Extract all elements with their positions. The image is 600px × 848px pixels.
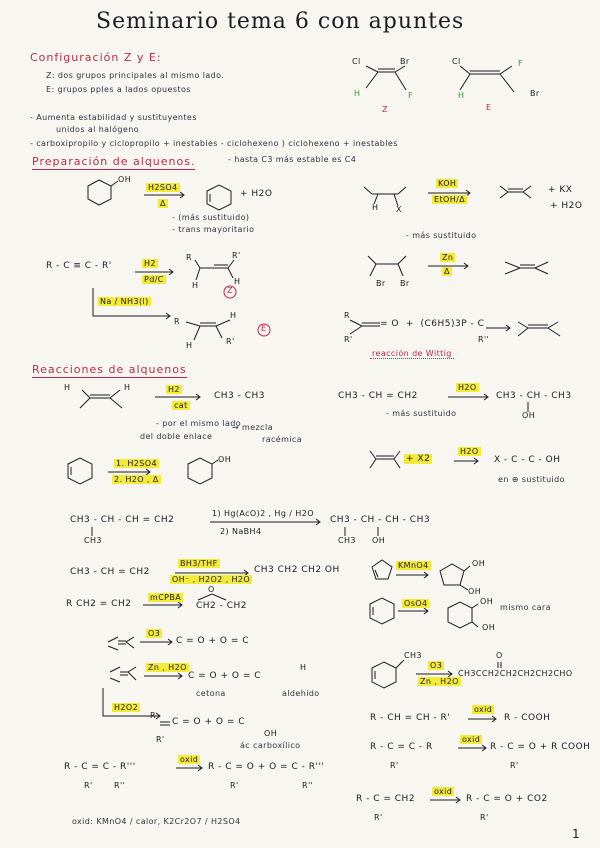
react-r3-oh: OH	[218, 455, 232, 464]
prep-r2-reagent: KOH	[438, 179, 457, 188]
react-r1-note3: → mezcla	[232, 423, 273, 432]
prep-r4-zn: Zn	[442, 253, 454, 262]
react-r15-reagent: oxid	[180, 755, 199, 764]
methylcyclohexene-ring	[372, 662, 396, 688]
react-r12-reagent: Zn , H2O	[148, 663, 187, 672]
prep-r1-oh: OH	[118, 175, 132, 184]
e-mol-br: Br	[530, 89, 540, 98]
prep-r2-solvent: EtOH/Δ	[434, 195, 466, 204]
cyclohexene-ring-2	[68, 458, 92, 484]
react-r13-r: R	[150, 711, 156, 720]
react-r1-h2: H	[124, 383, 131, 392]
react-r5-reagent2: 2) NaBH4	[220, 527, 262, 536]
z-definition: Z: dos grupos principales al mismo lado.	[46, 71, 225, 80]
react-r2-note: - más sustituido	[386, 409, 457, 418]
prep-r3b-h2: H	[186, 341, 193, 350]
z-mol-tl: Cl	[352, 57, 361, 66]
prep-heading: Preparación de alquenos.	[32, 155, 196, 168]
react-r10-reagent: O3	[148, 629, 161, 638]
react-r15-psub2: R''	[302, 781, 314, 790]
react-r13-reagent: H2O2	[114, 703, 139, 712]
prep-r5-reagent: = O + (C6H5)3P - C	[380, 319, 485, 329]
config-heading: Configuración Z y E:	[30, 51, 162, 64]
prep-r1-note1: - (más sustituido)	[172, 213, 250, 222]
e-mol-bl: H	[458, 91, 465, 100]
react-r17-reagent: oxid	[434, 787, 453, 796]
react-r13-oh: OH	[264, 729, 278, 738]
prep-r3-z: Z	[227, 286, 233, 295]
react-r5-product: CH3 - CH - CH - CH3	[330, 515, 431, 525]
react-r16-arrow	[458, 745, 486, 751]
react-r5-reagent1: 1) Hg(AcO)2 , Hg / H2O	[212, 509, 314, 518]
react-r3-reagent2: 2. H2O , Δ	[114, 475, 159, 484]
cyclohexene-ring-3	[370, 598, 394, 624]
react-r11-o: O	[496, 651, 503, 660]
react-r1-note1: - por el mismo lado	[156, 419, 242, 428]
react-r14-reactant: R - CH = CH - R'	[370, 713, 451, 723]
react-r6-product: CH3 CH2 CH2 OH	[254, 565, 340, 575]
react-r11-reagent2: Zn , H2O	[420, 677, 459, 686]
e-mol-tr: F	[518, 59, 524, 68]
z-molecule-bonds	[366, 66, 406, 90]
react-r6-reactant: CH3 - CH = CH2	[70, 567, 150, 577]
react-r1-reagent: H2	[168, 385, 180, 394]
react-r7-oh2: OH	[468, 587, 482, 596]
react-r7-oh1: OH	[472, 559, 486, 568]
react-r12-arrow	[144, 673, 182, 679]
cyclohexanol-ring-2	[188, 458, 212, 484]
cyclohexanol-ring	[88, 180, 111, 205]
oxidant-note: oxid: KMnO4 / calor, K2Cr2O7 / H2SO4	[72, 817, 241, 826]
z-mol-bl: H	[354, 89, 361, 98]
prep-r2-note: - más sustituido	[406, 231, 477, 240]
react-r13-r2: R'	[156, 735, 165, 744]
react-r1-arrow	[155, 394, 200, 400]
prep-r4-br2: Br	[400, 279, 410, 288]
react-r15-product: R - C = O + O = C - R'''	[208, 762, 325, 772]
prep-r4-br1: Br	[376, 279, 386, 288]
stability-note: - Aumenta estabilidad y sustituyentes	[30, 113, 197, 122]
react-r15-reactant: R - C = C - R'''	[64, 762, 136, 772]
react-r17-arrow	[430, 797, 460, 803]
react-r4-note: en ⊕ sustituido	[498, 475, 565, 484]
react-r4-water: H2O	[460, 447, 479, 456]
react-r4-arrow	[454, 458, 478, 464]
react-r1-h: H	[64, 383, 71, 392]
react-r10-product: C = O + O = C	[176, 636, 250, 646]
react-r12-product: C = O + O = C	[188, 671, 262, 681]
prep-r5-r2: R''	[478, 335, 490, 344]
stability-note-2: unidos al halógeno	[56, 125, 139, 134]
react-r11-reagent1: O3	[430, 661, 443, 670]
prep-r5-r1: R'	[344, 335, 353, 344]
react-r5-psub1: CH3	[338, 536, 356, 545]
react-r12-aldehyde: aldehído	[282, 689, 320, 698]
react-r13-label: ác carboxílico	[240, 741, 301, 750]
react-r17-sub: R'	[374, 813, 383, 822]
z-mol-br: F	[408, 91, 414, 100]
react-r4-x2: + X2	[406, 454, 431, 464]
react-r8-arrow	[143, 602, 182, 608]
prep-r2-h: H	[372, 203, 379, 212]
react-r9-oh1: OH	[480, 597, 494, 606]
react-r15-sub1: R'	[84, 781, 93, 790]
react-r7-reagent: KMnO4	[398, 561, 429, 570]
react-r10-arrow	[140, 639, 172, 645]
react-r5-psub2: OH	[372, 536, 386, 545]
prep-r1-note2: - trans mayoritario	[172, 225, 255, 234]
e-mol-label: E	[486, 103, 492, 112]
prep-r2-kx: + KX	[548, 185, 573, 195]
react-r15-psub1: R'	[230, 781, 239, 790]
cyclopentanediol-ring	[440, 564, 464, 585]
z-mol-label: Z	[382, 105, 388, 114]
react-r1-note2: del doble enlace	[140, 432, 213, 441]
prep-r4-heat: Δ	[444, 267, 450, 276]
prep-r3-h2: H	[234, 277, 241, 286]
react-r5-ch3: CH3	[84, 536, 102, 545]
react-r2-reactant: CH3 - CH = CH2	[338, 391, 418, 401]
react-r1-note4: racémica	[262, 435, 303, 444]
react-r8-product: CH2 - CH2	[196, 601, 248, 611]
wittig-note: reacción de Wittig	[372, 349, 452, 358]
ring-note: - carboxipropilo y ciclopropilo + inestables - ciclohexeno ) ciclohexeno + inestables	[30, 139, 398, 148]
react-r16-sub: R'	[390, 761, 399, 770]
react-r16-reagent: oxid	[462, 735, 481, 744]
react-r12-ketone: cetona	[196, 689, 226, 698]
react-r17-reactant: R - C = CH2	[356, 794, 416, 804]
react-r4-product: X - C - C - OH	[494, 455, 561, 465]
react-heading: Reacciones de alquenos	[32, 363, 187, 376]
react-r2-oh: OH	[522, 411, 536, 420]
prep-r3b-r: R	[174, 317, 180, 326]
react-r1-cat: cat	[174, 401, 188, 410]
react-r9-reagent: OsO4	[404, 599, 428, 608]
react-r5-reactant: CH3 - CH - CH = CH2	[70, 515, 175, 525]
react-r11-ch3: CH3	[404, 651, 422, 660]
react-r2-reagent: H2O	[458, 383, 477, 392]
prep-r1-water: + H2O	[240, 189, 273, 199]
prep-r3-r2: R'	[232, 251, 241, 260]
react-r7-arrow	[396, 572, 428, 578]
prep-r3-alkyne: R - C ≡ C - R'	[46, 261, 112, 271]
prep-r3b-reagent: Na / NH3(l)	[100, 297, 149, 306]
prep-r1-heat: Δ	[160, 199, 166, 208]
react-r14-reagent: oxid	[474, 705, 493, 714]
react-r9-oh2: OH	[482, 623, 496, 632]
r1-arrow	[144, 192, 184, 198]
react-r2-product: CH3 - CH - CH3	[496, 391, 572, 401]
react-r9-note: mismo cara	[500, 603, 551, 612]
react-r16-psub: R'	[510, 761, 519, 770]
prep-r3-catalyst: Pd/C	[144, 275, 164, 284]
prep-r2-water: + H2O	[550, 201, 583, 211]
prep-r2-x: X	[396, 205, 402, 214]
react-r8-reactant: R CH2 = CH2	[66, 599, 132, 609]
e-molecule-bonds	[460, 66, 514, 92]
e-mol-tl: Cl	[452, 57, 461, 66]
react-r11-product: CH3CCH2CH2CH2CH2CHO	[458, 669, 573, 678]
prep-r1-reagent: H2SO4	[148, 183, 178, 192]
prep-r5-r: R	[344, 311, 350, 320]
prep-r3b-e: E	[261, 324, 267, 333]
react-r13-product: C = O + O = C	[172, 717, 246, 727]
cyclohexene-ring	[207, 185, 231, 210]
prep-r3-r: R	[186, 253, 192, 262]
prep-r3-h: H	[192, 281, 199, 290]
page-number: 1	[572, 827, 580, 841]
cyclopentene-ring	[372, 560, 392, 579]
page-title: Seminario tema 6 con apuntes	[96, 9, 465, 34]
react-r16-reactant: R - C = C - R	[370, 742, 433, 752]
react-r1-product: CH3 - CH3	[214, 391, 266, 401]
react-r8-o: O	[208, 585, 215, 594]
react-r8-reagent: mCPBA	[150, 593, 182, 602]
react-r16-product: R - C = O + R COOH	[490, 742, 591, 752]
react-r3-reagent: 1. H2SO4	[116, 459, 157, 468]
prep-r3-reagent: H2	[144, 259, 156, 268]
r5-arrow	[486, 325, 510, 331]
react-r6-reagent2: OH⁻ , H2O2 , H2O	[172, 575, 251, 584]
react-r9-arrow	[398, 608, 428, 614]
prep-r3b-r2: R'	[226, 337, 235, 346]
react-r5-arrow	[210, 519, 320, 525]
react-r15-sub2: R''	[114, 781, 126, 790]
react-r6-reagent1: BH3/THF	[180, 559, 218, 568]
z-mol-tr: Br	[400, 57, 410, 66]
react-r14-product: R - COOH	[504, 713, 551, 723]
react-r2-arrow	[448, 394, 488, 400]
react-r17-psub: R'	[480, 813, 489, 822]
prep-r3b-h: H	[230, 311, 237, 320]
prep-heading-note: - hasta C3 más estable es C4	[228, 155, 357, 164]
e-definition: E: grupos pples a lados opuestos	[46, 85, 191, 94]
react-r14-arrow	[468, 716, 496, 722]
cyclohexanediol-ring	[448, 602, 472, 628]
react-r12-h: H	[300, 663, 307, 672]
react-r15-arrow	[176, 765, 202, 771]
react-r17-product: R - C = O + CO2	[466, 794, 548, 804]
